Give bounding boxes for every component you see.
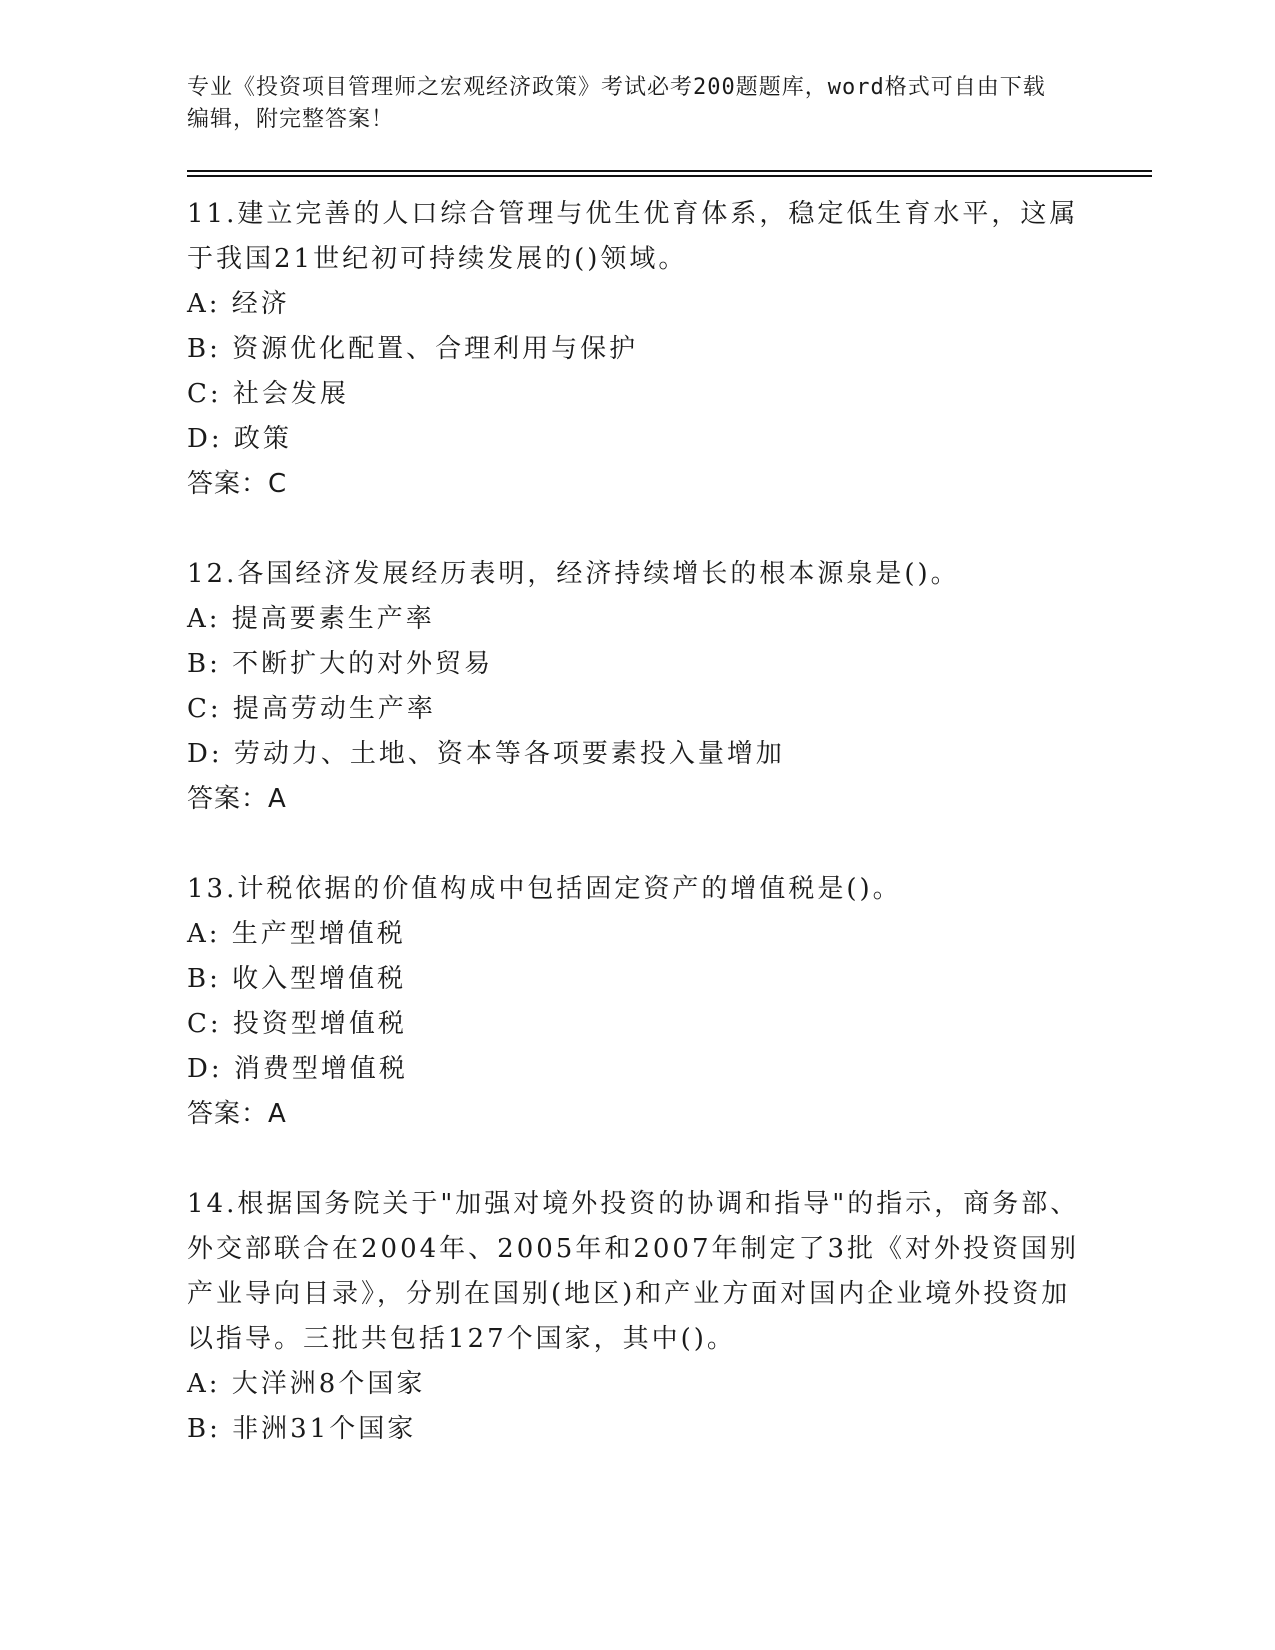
option-d: D: 劳动力、土地、资本等各项要素投入量增加 [187,739,785,769]
question-gap [187,822,1087,867]
option-b: B: 资源优化配置、合理利用与保护 [187,334,639,364]
question-stem: 12.各国经济发展经历表明，经济持续增长的根本源泉是()。 [187,559,960,589]
question-11 [187,192,1087,507]
option-d: D: 消费型增值税 [187,1054,408,1084]
question-gap [187,507,1087,552]
question-13 [187,867,1087,1137]
header-divider-bottom [187,175,1152,177]
option-b: B: 收入型增值税 [187,964,407,994]
header-divider-top [187,170,1152,172]
answer: 答案：C [187,469,288,499]
option-a: A: 经济 [187,289,290,319]
document-intro: 专业《投资项目管理师之宏观经济政策》考试必考200题题库，word格式可自由下载编辑，附完整答案！ [187,75,1046,132]
question-14 [187,1182,1087,1452]
option-b: B: 非洲31个国家 [187,1414,417,1444]
question-list [187,192,1087,1452]
question-stem: 11.建立完善的人口综合管理与优生优育体系，稳定低生育水平，这属于我国21世纪初可持续发展的()领域。 [187,199,1079,274]
answer: 答案：A [187,784,287,814]
option-b: B: 不断扩大的对外贸易 [187,649,494,679]
option-c: C: 社会发展 [187,379,349,409]
option-a: A: 提高要素生产率 [187,604,435,634]
option-a: A: 生产型增值税 [187,919,406,949]
option-c: C: 提高劳动生产率 [187,694,436,724]
question-12 [187,552,1087,822]
option-d: D: 政策 [187,424,292,454]
question-stem: 13.计税依据的价值构成中包括固定资产的增值税是()。 [187,874,902,904]
answer: 答案：A [187,1099,287,1129]
question-stem: 14.根据国务院关于"加强对境外投资的协调和指导"的指示，商务部、外交部联合在2004年、2005年和2007年制定了3批《对外投资国别产业导向目录》，分别在国别(地区)和产业方面对国内企业境外投资加以指导。三批共包括127个国家，其中()。 [187,1189,1080,1354]
option-a: A: 大洋洲8个国家 [187,1369,426,1399]
question-gap [187,1137,1087,1182]
option-c: C: 投资型增值税 [187,1009,407,1039]
